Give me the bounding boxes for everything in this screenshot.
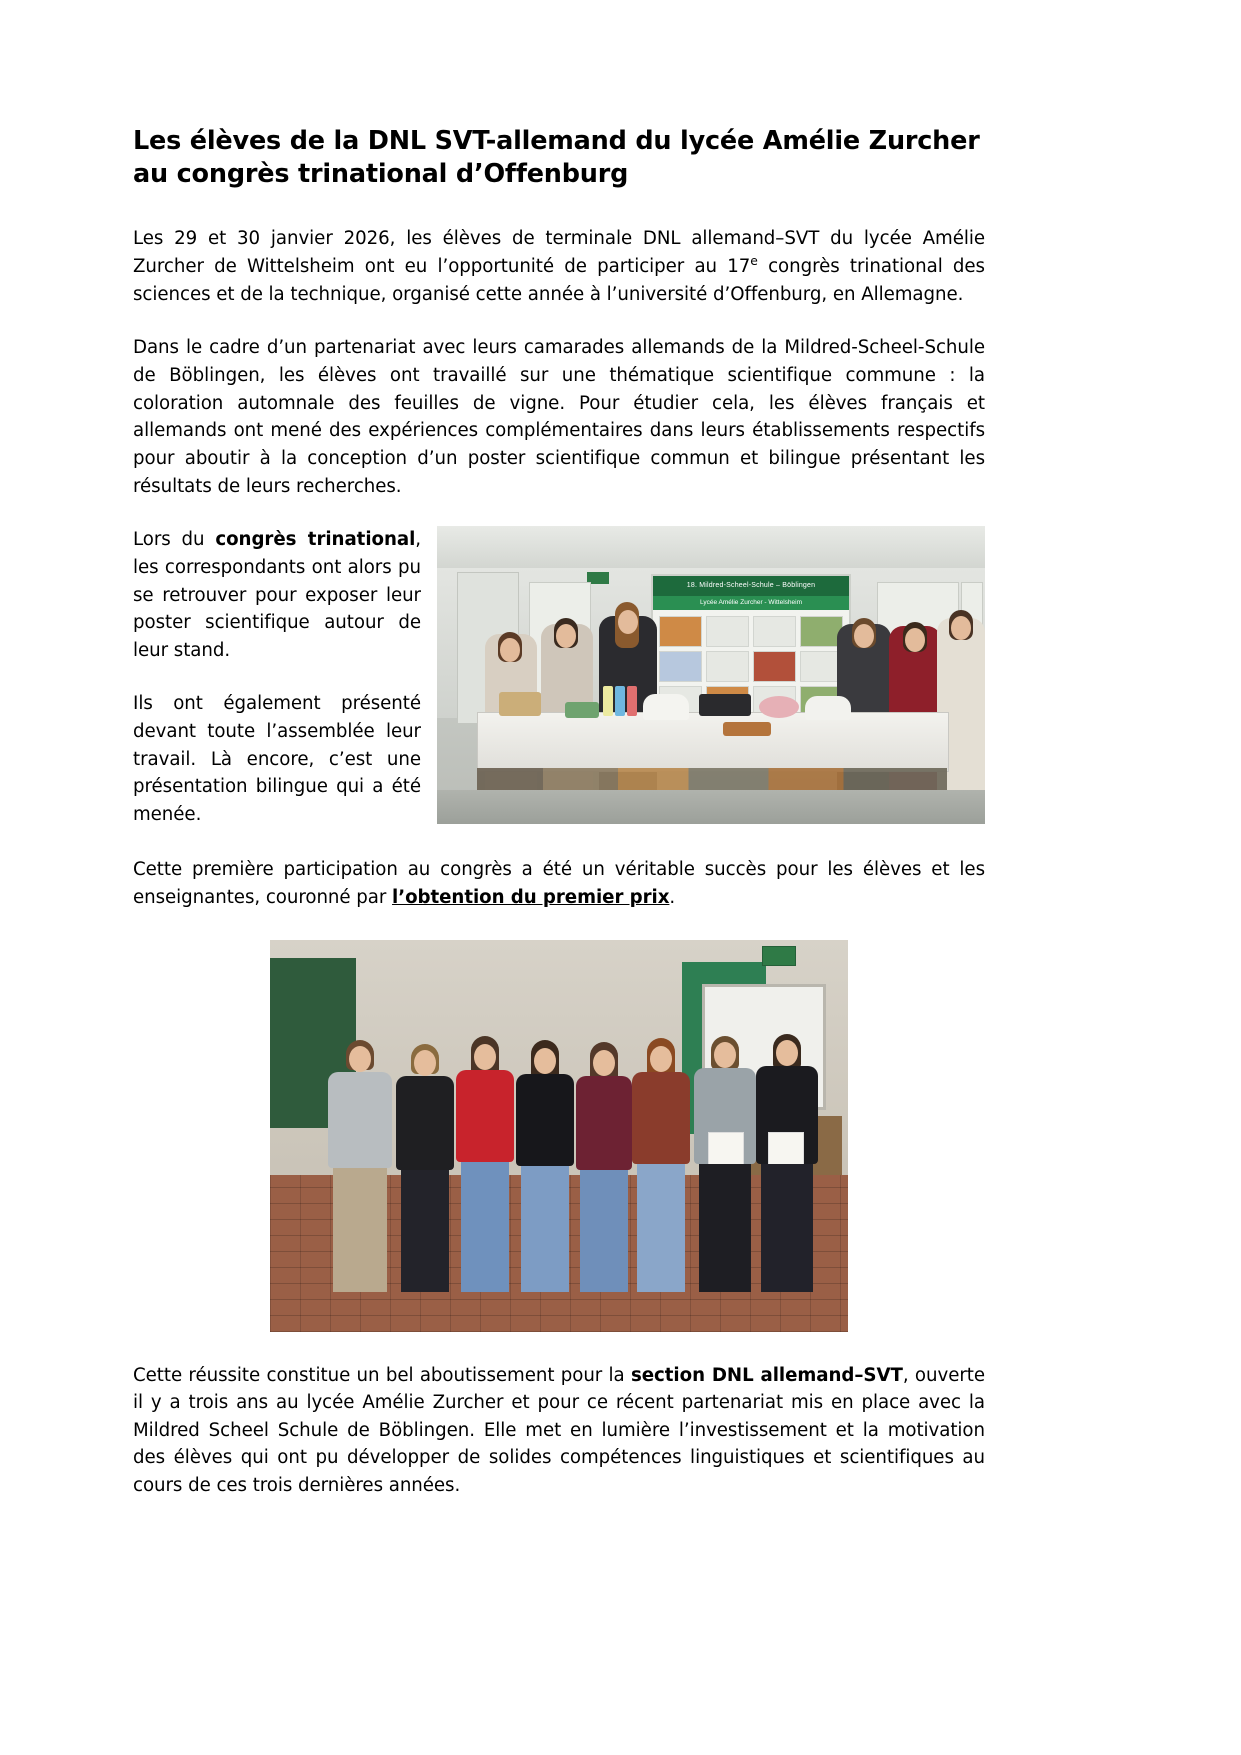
paragraph-succes-part-a: Cette première participation au congrès a été un véritable succès pour les élèves et les enseignantes, couronné par <box>133 859 985 908</box>
page-title-line-1: Les élèves de la DNL SVT-allemand du lycée Amélie Zurcher <box>133 126 980 156</box>
photo1-ceiling <box>437 526 985 569</box>
face <box>593 1050 615 1076</box>
person <box>694 1036 756 1292</box>
wood-samples <box>499 692 541 716</box>
person <box>456 1036 514 1292</box>
face <box>414 1050 436 1076</box>
poster-panel <box>753 651 796 682</box>
poster-panel <box>659 651 702 682</box>
paragraph-congres-bold: congrès trinational <box>215 529 416 551</box>
test-tube <box>627 686 637 716</box>
poster-panel <box>706 616 749 647</box>
torso <box>576 1076 632 1170</box>
paragraph-succes <box>133 856 985 911</box>
stand-table <box>477 712 949 772</box>
paragraph-intro <box>133 225 985 308</box>
legs <box>461 1162 510 1292</box>
paragraph-intro-part-b: congrès trinational des sciences et de la technique, organisé cette année à l’université d’Offenburg, en Allemagne. <box>133 255 985 305</box>
face <box>714 1042 736 1068</box>
photo2-container <box>133 940 985 1336</box>
paragraph-intro-part-a: Les 29 et 30 janvier 2026, les élèves de terminale DNL allemand–SVT du lycée Amélie Zurcher de Wittelsheim ont eu l’opportunité de participer au 17 <box>133 228 985 277</box>
exit-sign-icon <box>762 946 796 966</box>
photo1-text-block <box>133 526 985 830</box>
person <box>756 1034 818 1292</box>
legs <box>521 1166 570 1292</box>
legs <box>761 1164 813 1292</box>
photo1-side-text <box>133 526 425 829</box>
test-tube <box>603 686 613 716</box>
laptop <box>699 694 751 716</box>
torso <box>516 1074 574 1166</box>
legs <box>401 1170 450 1292</box>
torso <box>396 1076 454 1170</box>
poster-header: 18. Mildred-Scheel-Schule – Böblingen <box>653 576 849 596</box>
premier-prix-highlight: l’obtention du premier prix <box>392 886 670 908</box>
face <box>776 1040 798 1066</box>
poster-panel <box>753 616 796 647</box>
face <box>650 1046 672 1072</box>
desk-lamp <box>643 694 689 720</box>
paragraph-congres <box>133 526 425 664</box>
torso <box>456 1070 514 1162</box>
poster-subheader: Lycée Amélie Zurcher - Wittelsheim <box>653 596 849 610</box>
paragraph-congres-part-b: , les correspondants ont alors pu se retrouver pour exposer leur poster scientifique autour de leur stand. <box>133 529 421 661</box>
page-title <box>133 125 985 191</box>
dried-leaves <box>723 722 771 736</box>
photo1-floor <box>437 790 985 824</box>
paragraph-partenariat: Dans le cadre d’un partenariat avec leurs camarades allemands de la Mildred-Scheel-Schule de Böblingen, les élèves ont travaillé sur une thématique scientifique commune : la coloration automnale des feuilles de vigne. Pour étudier cela, les élèves français et allemands ont mené des expériences complémentaires dans leurs établissements respectifs pour aboutir à la conception d’un poster scientifique commun et bilingue présentant les résultats de leurs recherches. <box>133 337 985 497</box>
document-content <box>133 125 985 1500</box>
face <box>474 1044 496 1070</box>
legs <box>699 1164 751 1292</box>
paragraph-presentation: Ils ont également présenté devant toute l’assemblée leur travail. Là encore, c’est une présentation bilingue qui a été menée. <box>133 693 421 826</box>
paragraph-succes-part-b: . <box>669 886 676 908</box>
paragraph-conclusion-part-b: , ouverte il y a trois ans au lycée Amélie Zurcher et pour ce récent partenariat mis en place avec la Mildred Scheel Schule de Böblingen. Elle met en lumière l’investissement et la motivation des élèves qui ont pu développer de solides compétences linguistiques et scientifiques au cours de ces trois dernières années. <box>133 1364 985 1497</box>
person <box>328 1040 392 1292</box>
photo-groupe-diplomes <box>270 940 848 1332</box>
ordinal-suffix: e <box>750 253 758 268</box>
paragraph-conclusion-part-a: Cette réussite constitue un bel aboutissement pour la <box>133 1364 631 1386</box>
face <box>534 1048 556 1074</box>
section-dnl-bold: section DNL allemand–SVT <box>631 1364 903 1386</box>
person <box>516 1040 574 1292</box>
person <box>576 1042 632 1292</box>
desk-lamp <box>805 696 851 720</box>
person <box>632 1038 690 1292</box>
legs <box>580 1170 627 1292</box>
torso <box>632 1072 690 1164</box>
torso <box>328 1072 392 1168</box>
paragraph-congres-part-a: Lors du <box>133 529 216 551</box>
legs <box>333 1168 387 1292</box>
face <box>349 1046 371 1072</box>
leaf-sample <box>565 702 599 718</box>
paragraph-conclusion <box>133 1362 985 1500</box>
test-tube <box>615 686 625 716</box>
page-title-line-2: au congrès trinational d’Offenburg <box>133 159 629 190</box>
poster-panel <box>706 651 749 682</box>
legs <box>637 1164 686 1292</box>
photo-stand-congres <box>437 526 985 824</box>
person <box>396 1044 454 1292</box>
poster-panel <box>659 616 702 647</box>
